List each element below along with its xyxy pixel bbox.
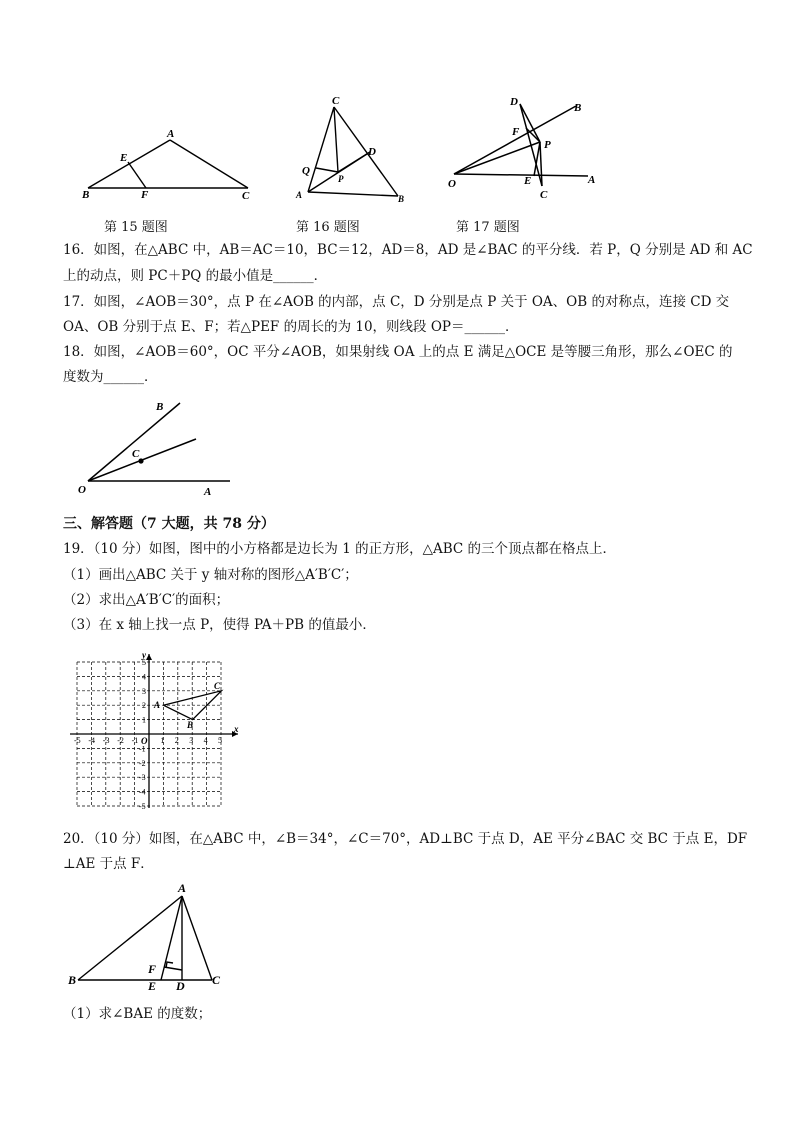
label-D: D [510, 96, 518, 108]
label-F: F [512, 126, 520, 138]
y-tick-label: -3 [139, 773, 146, 783]
label-C: C [540, 189, 548, 201]
label-C: C [332, 95, 340, 107]
x-tick-label: 5 [218, 736, 222, 745]
q19-part1: （1）画出△ABC 关于 y 轴对称的图形△A′B′C′； [63, 567, 358, 583]
figure-q18 [70, 395, 240, 500]
y-tick-label: 1 [142, 715, 146, 725]
label-B: B [68, 973, 77, 987]
label-A: A [178, 881, 187, 895]
q19-part3: （3）在 x 轴上找一点 P，使得 PA＋PB 的值最小． [63, 617, 376, 633]
label-E: E [120, 152, 128, 164]
label-Q: Q [302, 165, 310, 177]
label-A: A [296, 190, 303, 200]
label-F: F [148, 962, 157, 976]
caption-fig15: 第 15 题图 [104, 220, 168, 235]
axis-y-label: y [142, 650, 146, 660]
label-C: C [212, 973, 221, 987]
x-tick-label: 2 [174, 736, 179, 745]
label-B: B [156, 401, 164, 413]
label-B: B [82, 189, 90, 201]
caption-fig16: 第 16 题图 [296, 220, 360, 235]
x-tick-label: -3 [102, 736, 110, 745]
label-F: F [141, 189, 149, 201]
q16-line1: 16．如图，在△ABC 中，AB＝AC＝10，BC＝12，AD＝8，AD 是∠BAC 的平分线．若 P，Q 分别是 AD 和 AC [63, 242, 753, 258]
label-E: E [148, 979, 157, 990]
y-tick-label: -5 [139, 802, 146, 810]
origin-label: O [141, 736, 148, 746]
label-O: O [448, 178, 456, 190]
label-D: D [368, 146, 376, 158]
point-B-label: B [187, 720, 194, 730]
label-A: A [588, 174, 596, 186]
x-tick-label: -1 [131, 736, 139, 745]
coordinate-grid [68, 648, 248, 810]
label-B: B [398, 194, 405, 204]
label-P: P [338, 174, 344, 184]
label-P: P [544, 139, 551, 151]
label-A: A [204, 486, 212, 498]
section-heading: 三、解答题（7 大题，共 78 分） [63, 516, 275, 532]
x-tick-label: -2 [117, 736, 124, 745]
q18-line2: 度数为______． [63, 369, 158, 385]
label-D: D [176, 979, 185, 990]
q20-line1: 20．（10 分）如图，在△ABC 中，∠B＝34°，∠C＝70°，AD⊥BC 于点 D，AE 平分∠BAC 交 BC 于点 E，DF [63, 831, 748, 847]
x-tick-label: -5 [74, 736, 81, 745]
figure-q20 [66, 880, 236, 990]
x-tick-label: -4 [88, 736, 96, 745]
point-C-label: C [214, 681, 221, 691]
y-tick-label: 2 [142, 701, 146, 711]
y-tick-label: -2 [139, 758, 146, 768]
q17-line1: 17．如图，∠AOB＝30°，点 P 在∠AOB 的内部，点 C，D 分别是点 P 关于 OA、OB 的对称点，连接 CD 交 [63, 294, 730, 310]
point-A-label: A [154, 700, 161, 710]
q20-line2: ⊥AE 于点 F． [63, 856, 154, 872]
q18-line1: 18．如图，∠AOB＝60°，OC 平分∠AOB，如果射线 OA 上的点 E 满足△OCE 是等腰三角形，那么∠OEC 的 [63, 344, 733, 360]
y-tick-label: 3 [142, 686, 146, 696]
q19-part2: （2）求出△A′B′C′的面积； [63, 592, 230, 608]
figure-q16 [290, 92, 420, 210]
q19-line1: 19．（10 分）如图，图中的小方格都是边长为 1 的正方形，△ABC 的三个顶点都在格点上． [63, 541, 616, 557]
x-tick-label: 3 [189, 736, 194, 745]
label-C: C [242, 190, 250, 202]
y-tick-label: 5 [142, 658, 146, 667]
figure-q17 [440, 90, 610, 210]
y-tick-label: -1 [139, 744, 146, 754]
figure-q15 [70, 90, 270, 210]
q20-part1: （1）求∠BAE 的度数； [63, 1006, 212, 1022]
axis-x-label: x [234, 724, 239, 734]
label-A: A [167, 128, 175, 140]
y-tick-label: 4 [142, 672, 146, 682]
label-B: B [574, 102, 582, 114]
q17-line2: OA、OB 分别于点 E、F；若△PEF 的周长的为 10，则线段 OP＝______． [63, 319, 519, 335]
caption-fig17: 第 17 题图 [456, 220, 520, 235]
y-tick-label: -4 [139, 787, 146, 797]
label-C: C [132, 448, 140, 460]
label-E: E [524, 175, 532, 187]
x-tick-label: 1 [160, 736, 165, 745]
x-tick-label: 4 [203, 736, 208, 745]
label-O: O [78, 484, 86, 496]
q16-line2: 上的动点，则 PC＋PQ 的最小值是______． [63, 268, 328, 284]
